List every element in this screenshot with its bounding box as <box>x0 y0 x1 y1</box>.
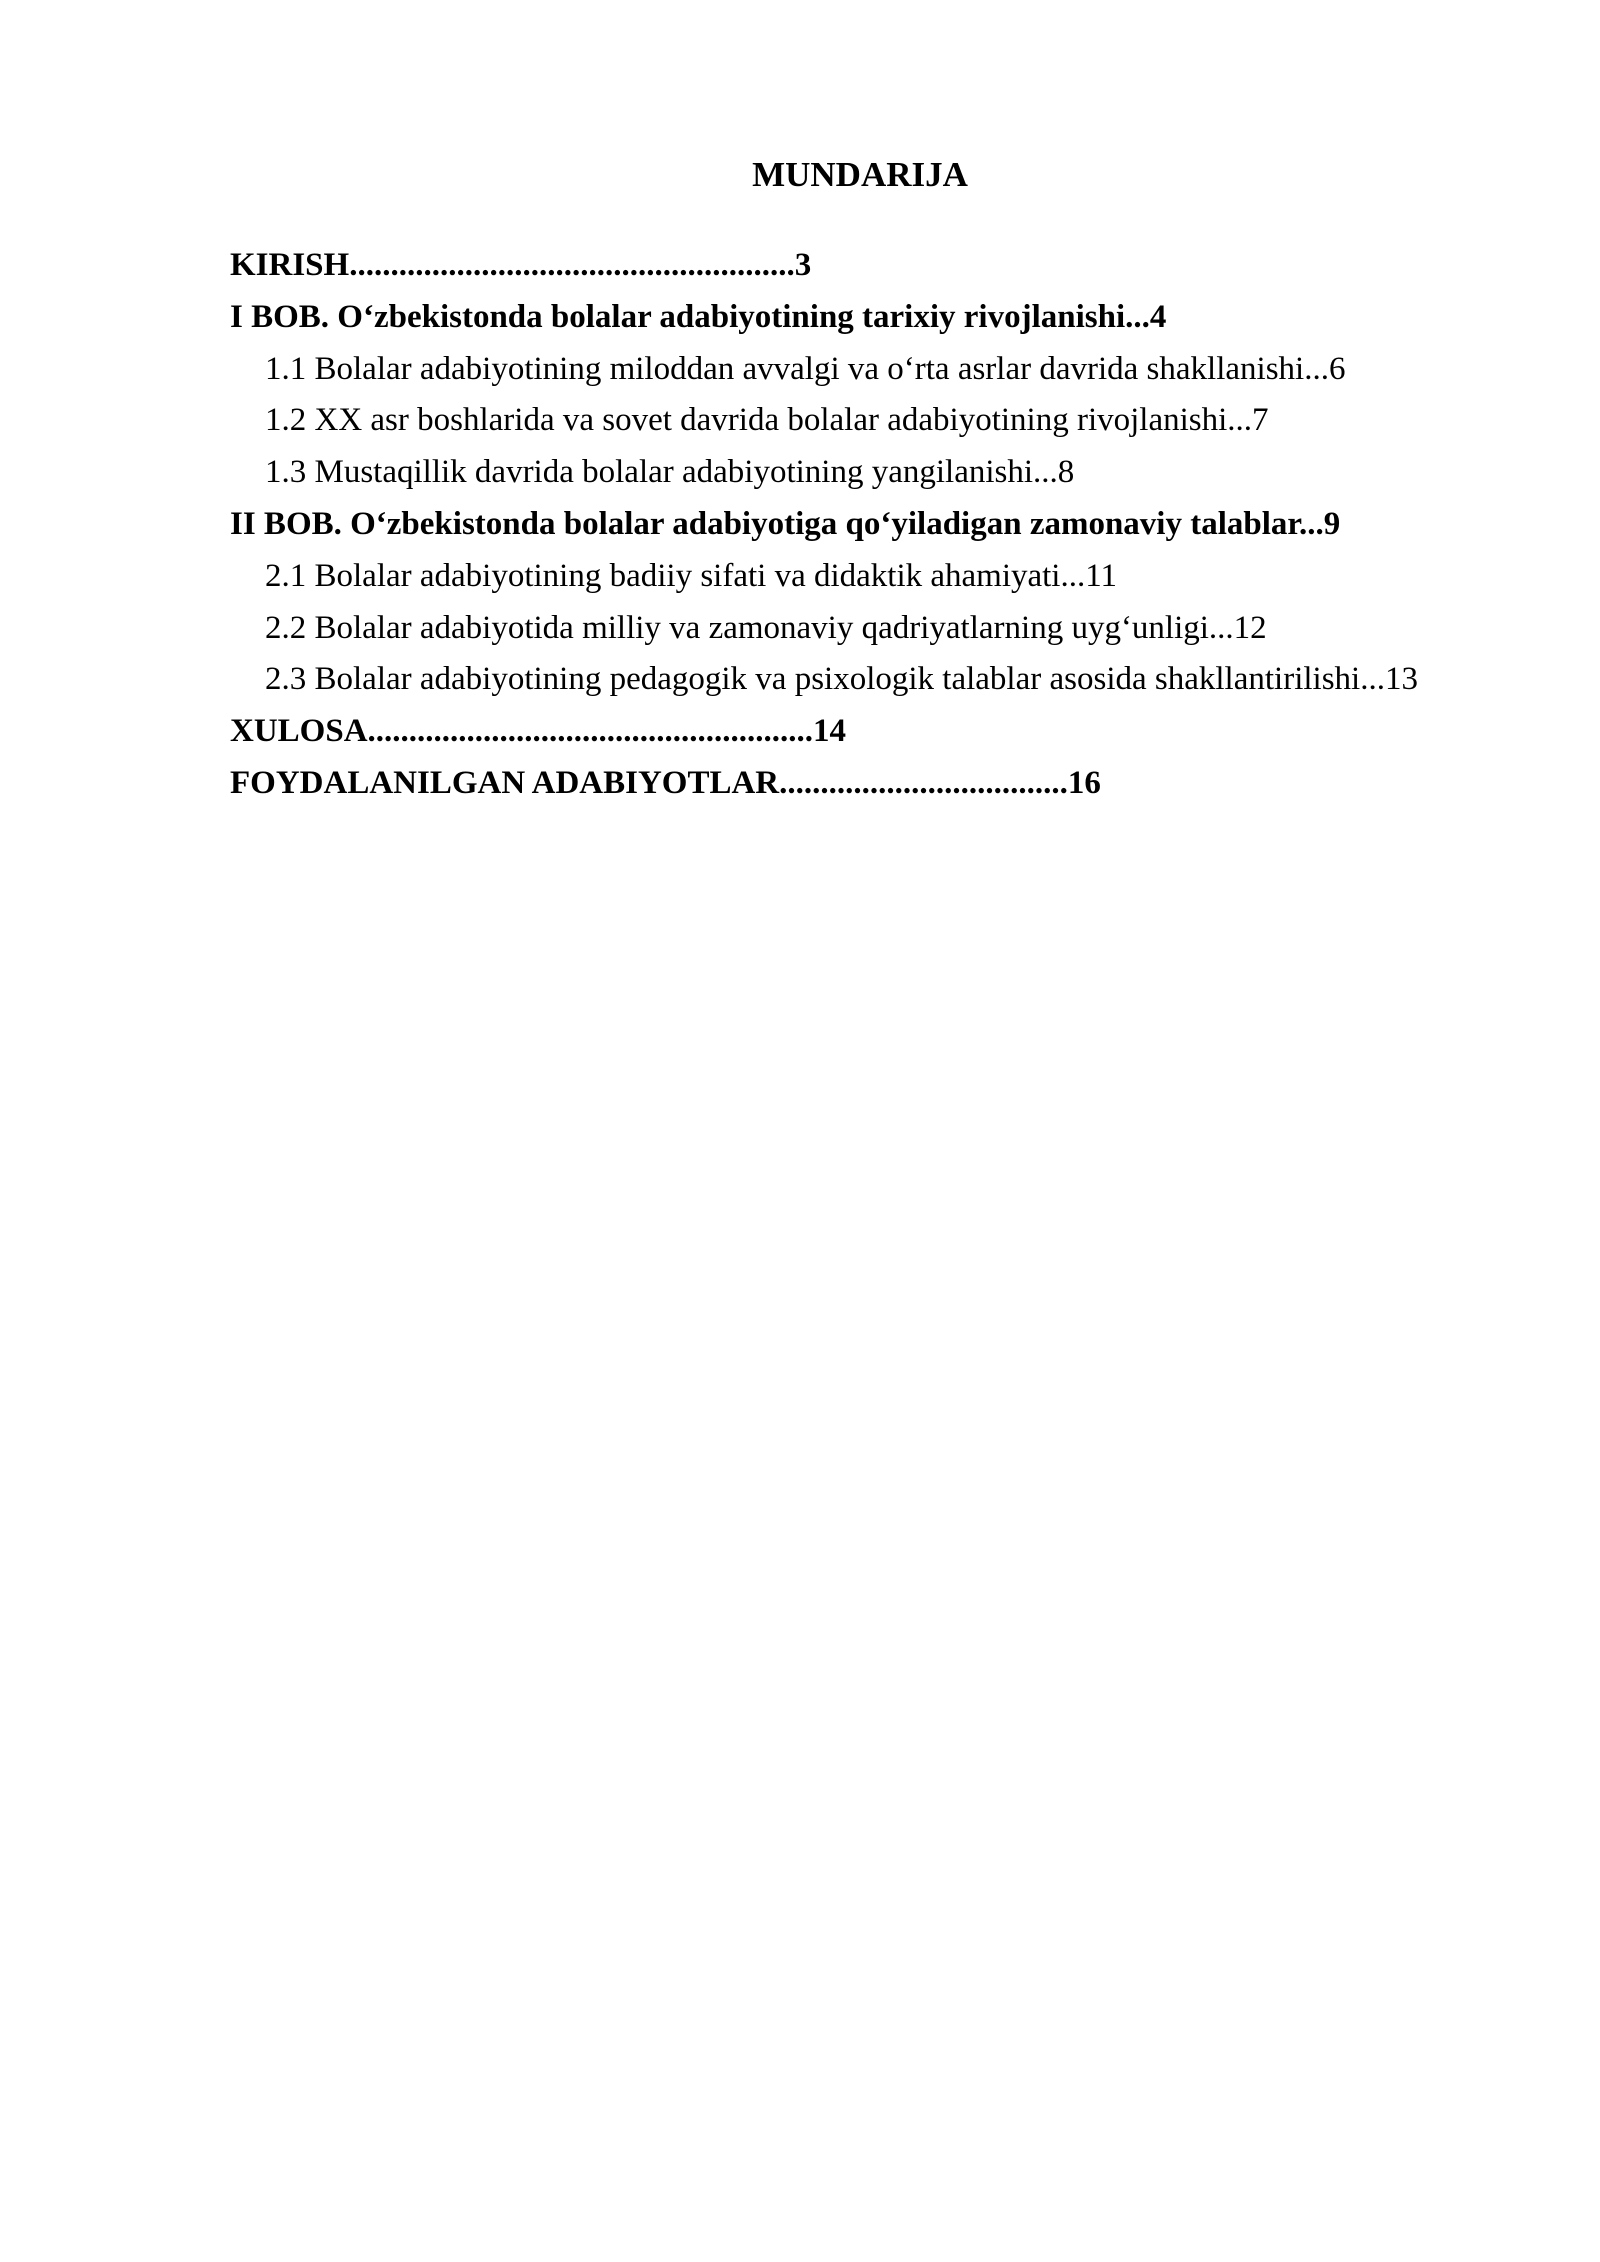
toc-entry-references: FOYDALANILGAN ADABIYOTLAR...................................16 <box>230 764 1101 801</box>
toc-entry-conclusion: XULOSA......................................................14 <box>230 713 847 750</box>
toc-entry-section-1-2: 1.2 XX asr boshlarida va sovet davrida bolalar adabiyotining rivojlanishi...7 <box>265 402 1269 439</box>
toc-entry-introduction: KIRISH......................................................3 <box>230 247 812 283</box>
toc-entry-chapter-2: II BOB. O‘zbekistonda bolalar adabiyotiga qo‘yiladigan zamonaviy talablar...9 <box>230 505 1341 542</box>
toc-entry-section-2-1: 2.1 Bolalar adabiyotining badiiy sifati va didaktik ahamiyati...11 <box>265 557 1118 594</box>
table-of-contents <box>230 240 1418 810</box>
toc-entry-section-2-3: 2.3 Bolalar adabiyotining pedagogik va psixologik talablar asosida shakllantirilishi...13 <box>265 661 1418 698</box>
toc-entry-chapter-1: I BOB. O‘zbekistonda bolalar adabiyotining tarixiy rivojlanishi...4 <box>230 298 1167 335</box>
toc-entry-section-2-2: 2.2 Bolalar adabiyotida milliy va zamonaviy qadriyatlarning uyg‘unligi...12 <box>265 609 1267 646</box>
toc-entry-section-1-3: 1.3 Mustaqillik davrida bolalar adabiyotining yangilanishi...8 <box>265 454 1075 491</box>
toc-title: MUNDARIJA <box>752 155 968 194</box>
toc-entry-section-1-1: 1.1 Bolalar adabiyotining miloddan avvalgi va o‘rta asrlar davrida shakllanishi...6 <box>265 350 1346 387</box>
